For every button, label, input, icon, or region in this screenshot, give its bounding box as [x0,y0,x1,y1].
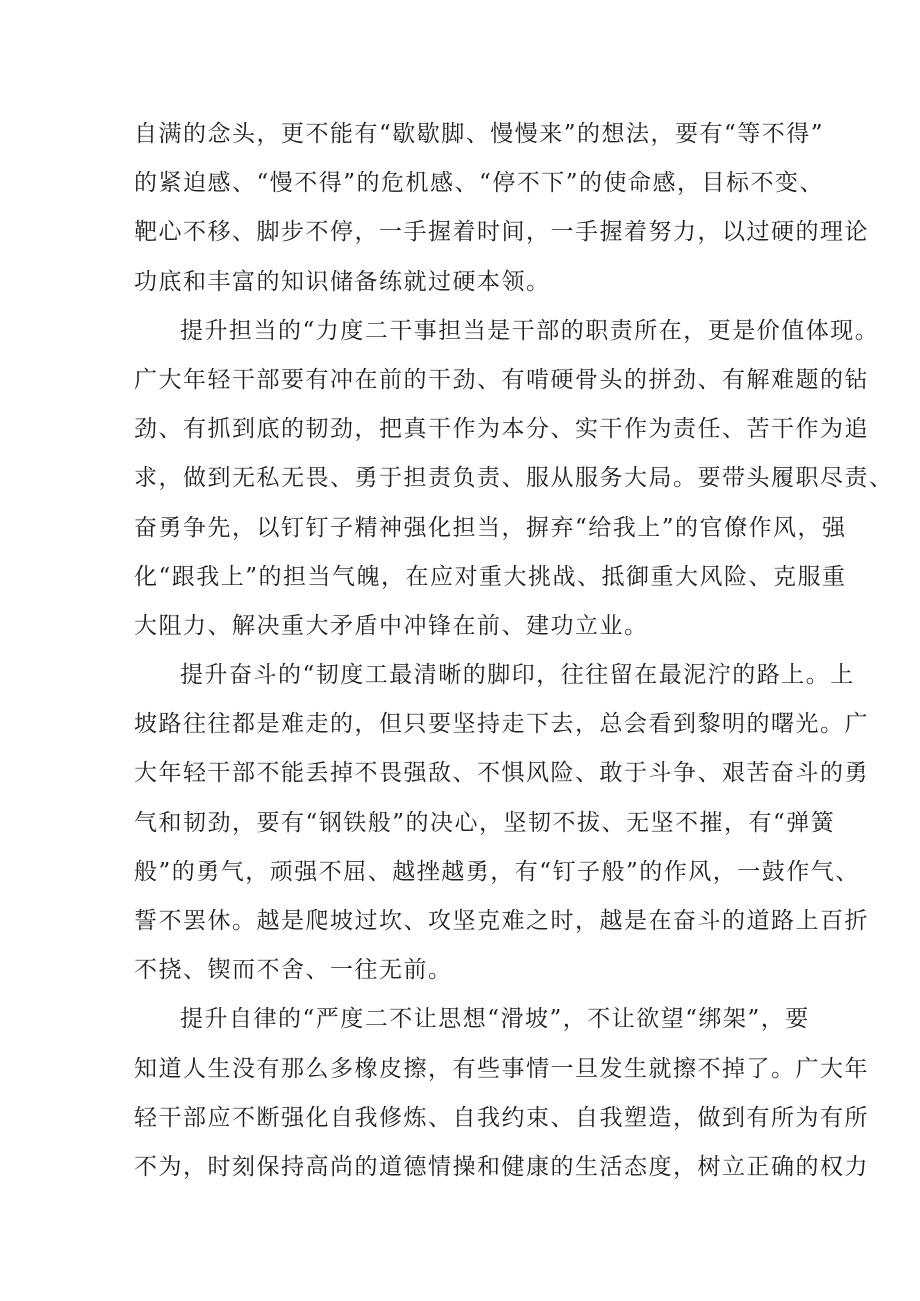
text-line: 广大年轻干部要有冲在前的干劲、有啃硬骨头的拼劲、有解难题的钻 [134,366,869,393]
text-line: 轻干部应不断强化自我修炼、自我约束、自我塑造，做到有所为有所 [134,1104,869,1131]
text-line: 知道人生没有那么多橡皮擦，有些事情一旦发生就擦不掉了。广大年 [134,1055,869,1082]
text-line: 誓不罢休。越是爬坡过坎、攻坚克难之时，越是在奋斗的道路上百折 [134,908,869,934]
text-line: 求，做到无私无畏、勇于担责负责、服从服务大局。要带头履职尽责、 [134,465,894,492]
text-line: 自满的念头，更不能有“歇歇脚、慢慢来”的想法，要有“等不得” [134,121,825,147]
text-line: 化“跟我上”的担当气魄，在应对重大挑战、抵御重大风险、克服重 [134,563,847,590]
text-line: 坡路往往都是难走的，但只要坚持走下去，总会看到黎明的曙光。广 [134,711,869,738]
paragraph-start-line: 提升自律的“严度二不让思想“滑坡”，不让欲望“绑架”，要 [180,1006,810,1033]
paragraph-start-line: 提升奋斗的“韧度工最清晰的脚印，往往留在最泥泞的路上。上 [180,662,855,689]
text-line: 的紧迫感、“慢不得”的危机感、“停不下”的使命感，目标不变、 [134,170,825,197]
text-line: 功底和丰富的知识储备练就过硬本领。 [134,268,551,295]
text-line: 般”的勇气，顽强不屈、越挫越勇，有“钉子般”的作风，一鼓作气、 [134,858,860,885]
text-line: 不为，时刻保持高尚的道德情操和健康的生活态度，树立正确的权力 [134,1153,869,1180]
body-text [134,110,894,1192]
text-line: 气和韧劲，要有“钢铁般”的决心，坚韧不拔、无坚不摧，有“弹簧 [134,809,836,836]
text-line: 大年轻干部不能丢掉不畏强敌、不惧风险、敢于斗争、艰苦奋斗的勇 [134,760,869,787]
text-line: 不挠、锲而不舍、一往无前。 [134,957,453,984]
text-line: 靶心不移、脚步不停，一手握着时间，一手握着努力，以过硬的理论 [134,219,869,246]
text-line: 劲、有抓到底的韧劲，把真干作为本分、实干作为责任、苦干作为追 [134,416,869,443]
text-line: 大阻力、解决重大矛盾中冲锋在前、建功立业。 [134,612,649,639]
paragraph-start-line: 提升担当的“力度二干事担当是干部的职责所在，更是价值体现。 [180,317,880,344]
text-line: 奋勇争先，以钉钉子精神强化担当，摒弃“给我上”的官僚作风，强 [134,514,847,541]
